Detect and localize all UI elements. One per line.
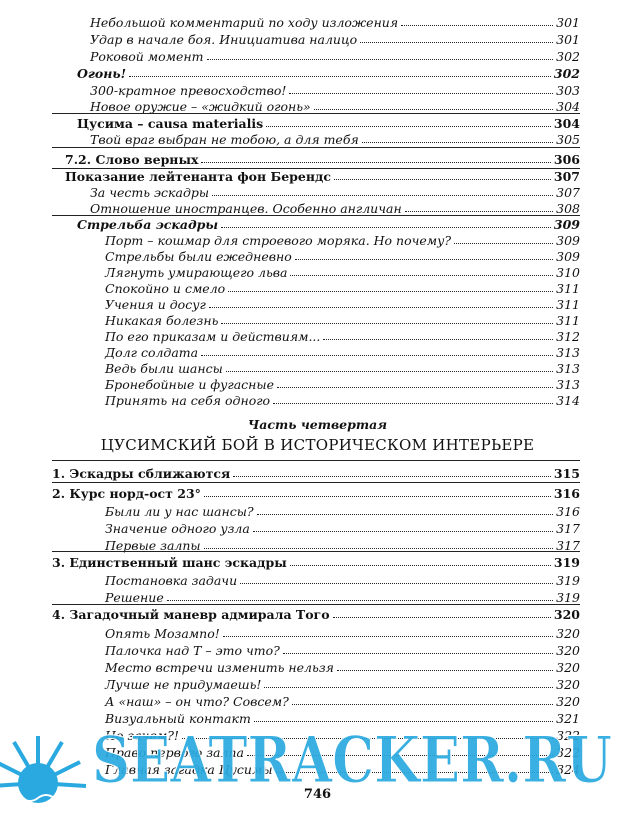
toc-entry-title: Стрельба эскадры <box>77 217 219 232</box>
toc-entry <box>105 657 580 675</box>
toc-entry-title: Отношение иностранцев. Особенно англичан <box>90 201 402 216</box>
toc-entry-page: 301 <box>556 15 580 30</box>
toc-entry <box>105 587 580 605</box>
toc-entry <box>90 129 580 147</box>
toc-entry-title: Спокойно и смело <box>105 281 226 296</box>
toc-entry-title: Твой враг выбран не тобою, а для тебя <box>90 132 359 147</box>
toc-entry-title: Удар в начале боя. Инициатива налицо <box>90 32 358 47</box>
toc-chapter <box>52 483 580 501</box>
toc-entry-page: 320 <box>556 626 580 641</box>
leader-dots <box>323 339 553 340</box>
toc-entry-page: 304 <box>553 116 580 131</box>
toc-entry-page: 320 <box>556 694 580 709</box>
toc-entry-title: Право первого залпа <box>105 745 244 760</box>
toc-subsection <box>77 63 580 81</box>
toc-entry-page: 313 <box>556 377 580 392</box>
toc-entry-page: 324 <box>556 762 580 777</box>
part-title: ЦУСИМСКИЙ БОЙ В ИСТОРИЧЕСКОМ ИНТЕРЬЕРЕ <box>100 436 535 454</box>
toc-entry-page: 302 <box>553 66 580 81</box>
toc-entry-title: 4. Загадочный маневр адмирала Того <box>52 607 330 622</box>
leader-dots <box>201 355 553 356</box>
toc-entry-title: По его приказам и действиям... <box>105 329 321 344</box>
toc-entry-page: 314 <box>556 393 580 408</box>
toc-entry-page: 303 <box>556 83 580 98</box>
toc-entry <box>105 640 580 658</box>
leader-dots <box>273 403 553 404</box>
leader-dots <box>254 721 553 722</box>
toc-entry-title: Опять Мозампо! <box>105 626 220 641</box>
leader-dots <box>292 704 553 705</box>
toc-entry-title: Решение <box>105 590 164 605</box>
leader-dots <box>167 600 553 601</box>
toc-entry-page: 312 <box>556 329 580 344</box>
leader-dots <box>266 126 551 127</box>
toc-entry <box>90 29 580 47</box>
toc-entry-title: Учения и досуг <box>105 297 206 312</box>
toc-entry-title: 1. Эскадры сближаются <box>52 466 231 481</box>
toc-entry-title: Стрельбы были ежедневно <box>105 249 292 264</box>
leader-dots <box>277 387 553 388</box>
toc-entry-page: 317 <box>556 538 580 553</box>
leader-dots <box>264 687 553 688</box>
toc-entry-page: 319 <box>556 590 580 605</box>
toc-entry-title: Цусима – causa materialis <box>77 116 264 131</box>
leader-dots <box>221 323 553 324</box>
leader-dots <box>290 275 553 276</box>
toc-entry-page: 319 <box>553 555 580 570</box>
toc-entry <box>105 623 580 641</box>
toc-entry-page: 311 <box>556 297 580 312</box>
leader-dots <box>314 109 553 110</box>
toc-entry-page: 301 <box>556 32 580 47</box>
toc-entry-title: Никакая болезнь <box>105 313 219 328</box>
leader-dots <box>209 307 553 308</box>
leader-dots <box>334 179 551 180</box>
leader-dots <box>253 531 553 532</box>
toc-entry-title: 7.2. Слово верных <box>65 152 199 167</box>
toc-entry-title: За честь эскадры <box>90 185 210 200</box>
toc-entry <box>105 674 580 692</box>
toc-entry-page: 302 <box>556 49 580 64</box>
toc-entry-title: Лучше не придумаешь! <box>105 677 262 692</box>
toc-chapter <box>65 149 580 167</box>
toc-entry-page: 306 <box>553 152 580 167</box>
leader-dots <box>401 25 553 26</box>
toc-entry-page: 320 <box>556 677 580 692</box>
leader-dots <box>226 371 553 372</box>
toc-entry-title: Принять на себя одного <box>105 393 271 408</box>
toc-entry-title: Лягнуть умирающего льва <box>105 265 288 280</box>
leader-dots <box>454 243 553 244</box>
toc-entry-title: Были ли у нас шансы? <box>105 504 254 519</box>
leader-dots <box>212 195 553 196</box>
toc-entry-title: 3. Единственный шанс эскадры <box>52 555 287 570</box>
toc-entry <box>90 12 580 30</box>
toc-entry-title: Долг солдата <box>105 345 199 360</box>
toc-entry-page: 322 <box>556 728 580 743</box>
toc-chapter <box>52 552 580 570</box>
toc-entry-page: 309 <box>553 217 580 232</box>
toc-entry <box>90 96 580 114</box>
toc-entry-title: Первые залпы <box>105 538 201 553</box>
leader-dots <box>221 227 551 228</box>
toc-entry-title: Бронебойные и фугасные <box>105 377 274 392</box>
toc-entry-title: Значение одного узла <box>105 521 250 536</box>
toc-entry-title: Визуальный контакт <box>105 711 251 726</box>
toc-entry-page: 304 <box>556 99 580 114</box>
leader-dots <box>233 476 551 477</box>
toc-entry-title: Место встречи изменить нельзя <box>105 660 334 675</box>
toc-entry <box>105 501 580 519</box>
toc-entry-page: 313 <box>556 361 580 376</box>
watermark-text: SEATRACKER.RU <box>92 728 612 798</box>
leader-dots <box>295 259 553 260</box>
toc-entry <box>105 708 580 726</box>
leader-dots <box>283 653 553 654</box>
leader-dots <box>207 59 554 60</box>
toc-entry-page: 315 <box>553 466 580 481</box>
toc-entry-page: 317 <box>556 521 580 536</box>
toc-entry-title: Небольшой комментарий по ходу изложения <box>90 15 399 30</box>
toc-entry-page: 320 <box>553 607 580 622</box>
toc-entry-page: 319 <box>556 573 580 588</box>
toc-entry-title: Порт – кошмар для строевого моряка. Но почему? <box>105 233 452 248</box>
toc-entry <box>90 46 580 64</box>
toc-entry-page: 320 <box>556 660 580 675</box>
toc-entry-title: Роковой момент <box>90 49 204 64</box>
leader-dots <box>289 93 553 94</box>
leader-dots <box>405 211 553 212</box>
toc-entry-title: Постановка задачи <box>105 573 238 588</box>
leader-dots <box>240 583 553 584</box>
leader-dots <box>362 142 553 143</box>
divider <box>52 147 580 148</box>
leader-dots <box>337 670 553 671</box>
leader-dots <box>228 291 553 292</box>
leader-dots <box>333 617 551 618</box>
leader-dots <box>204 496 551 497</box>
leader-dots <box>290 565 551 566</box>
toc-entry-title: Главная загадка Цусимы <box>105 762 273 777</box>
toc-entry-title: Огонь! <box>77 66 127 81</box>
leader-dots <box>129 76 551 77</box>
toc-entry-page: 309 <box>556 249 580 264</box>
toc-entry <box>105 691 580 709</box>
divider <box>52 460 580 461</box>
toc-entry-page: 305 <box>556 132 580 147</box>
leader-dots <box>223 636 553 637</box>
toc-entry-title: Показание лейтенанта фон Берендс <box>65 169 331 184</box>
toc-chapter <box>52 463 580 481</box>
toc-entry <box>105 390 580 408</box>
toc-entry-page: 320 <box>556 643 580 658</box>
toc-entry-title: Но зачем?! <box>105 728 179 743</box>
toc-entry-page: 322 <box>556 745 580 760</box>
toc-entry-page: 313 <box>556 345 580 360</box>
toc-entry-page: 307 <box>556 185 580 200</box>
toc-chapter <box>52 604 580 622</box>
toc-entry-page: 310 <box>556 265 580 280</box>
toc-entry-page: 307 <box>553 169 580 184</box>
leader-dots <box>204 548 553 549</box>
toc-entry-page: 311 <box>556 313 580 328</box>
toc-entry-page: 321 <box>556 711 580 726</box>
toc-entry-title: Палочка над Т – это что? <box>105 643 280 658</box>
toc-entry-title: 2. Курс норд-ост 23° <box>52 486 201 501</box>
part-label: Часть четвертая <box>247 417 388 432</box>
page-number: 746 <box>303 787 332 802</box>
toc-entry <box>105 518 580 536</box>
toc-entry-title: А «наш» – он что? Совсем? <box>105 694 289 709</box>
toc-entry-page: 316 <box>556 504 580 519</box>
toc-entry <box>105 570 580 588</box>
toc-entry-page: 311 <box>556 281 580 296</box>
toc-entry-page: 308 <box>556 201 580 216</box>
toc-entry-title: Ведь были шансы <box>105 361 223 376</box>
toc-entry-page: 309 <box>556 233 580 248</box>
toc-entry-page: 316 <box>553 486 580 501</box>
leader-dots <box>201 162 550 163</box>
leader-dots <box>257 514 553 515</box>
toc-entry-title: Новое оружие – «жидкий огонь» <box>90 99 311 114</box>
leader-dots <box>360 42 553 43</box>
toc-entry-title: 300-кратное превосходство! <box>90 83 287 98</box>
